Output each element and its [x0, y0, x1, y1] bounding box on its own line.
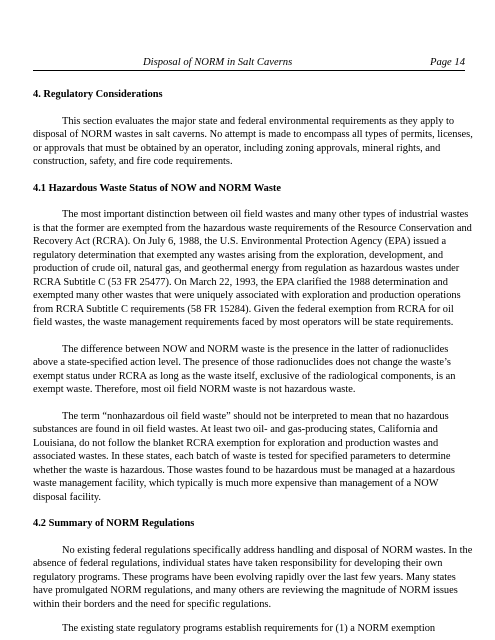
section-heading: 4.2 Summary of NORM Regulations — [33, 518, 195, 529]
paragraph: This section evaluates the major state and federal environmental requirements as they apply to disposal of NORM wastes in salt caverns. No attempt is made to encompass all types of permits, licenses, or approvals that must be obtained by an operator, including zoning approvals, mineral rights, and construction, safety, and fire code requirements. — [33, 115, 473, 167]
paragraph: The term “nonhazardous oil field waste” should not be interpreted to mean that no hazardous substances are found in oil field wastes. At least two oil- and gas-producing states, California and Louisiana, do not follow the blanket RCRA exemption for exploration and production wastes and associated wastes. In these states, each batch of waste is tested for specified parameters to determine whether the waste is hazardous. Those wastes found to be hazardous must be managed at a hazardous waste management facility, which typically is much more expensive than management of a NOW disposal facility. — [33, 410, 455, 503]
page-number: Page 14 — [429, 57, 465, 68]
document-title: Disposal of NORM in Salt Caverns — [143, 57, 293, 68]
paragraph: The difference between NOW and NORM waste is the presence in the latter of radionuclides above a state-specified action level. The presence of those radionuclides does not change the waste’s exempt status under RCRA as long as the waste itself, exclusive of the radiological components, is an exempt waste. Therefore, most oil field NORM waste is not hazardous waste. — [33, 343, 456, 395]
section-heading: 4.1 Hazardous Waste Status of NOW and NORM Waste — [33, 182, 281, 194]
document-body — [33, 88, 473, 636]
page-header — [33, 56, 465, 71]
paragraph: No existing federal regulations specifically address handling and disposal of NORM wastes. In the absence of federal regulations, individual states have taken responsibility for developing their own regulatory programs. These programs have been evolving rapidly over the last few years. Many states have promulgated NORM regulations, and many others are reviewing the magnitude of NORM issues within their borders and the need for specific regulations. — [33, 544, 473, 610]
section-heading: 4. Regulatory Considerations — [33, 89, 163, 100]
paragraph: The most important distinction between oil field wastes and many other types of industrial wastes is that the former are exempted from the hazardous waste requirements of the Resource Conservation and Recovery Act (RCRA). On July 6, 1988, the U.S. Environmental Protection Agency (EPA) issued a regulatory determination that exempted any wastes arising from the exploration, development, and production of crude oil, natural gas, and geothermal energy from regulation as hazardous wastes under RCRA Subtitle C (53 FR 25477). On March 22, 1993, the EPA clarified the 1988 determination and exempted many other wastes that were uniquely associated with exploration and production operations from RCRA Subtitle C requirements (58 FR 15284). Given the federal exemption from RCRA for oil field wastes, the waste management requirements faced by most operators will be state requirements. — [33, 209, 472, 328]
paragraph: The existing state regulatory programs establish requirements for (1) a NORM exemption — [62, 623, 436, 634]
